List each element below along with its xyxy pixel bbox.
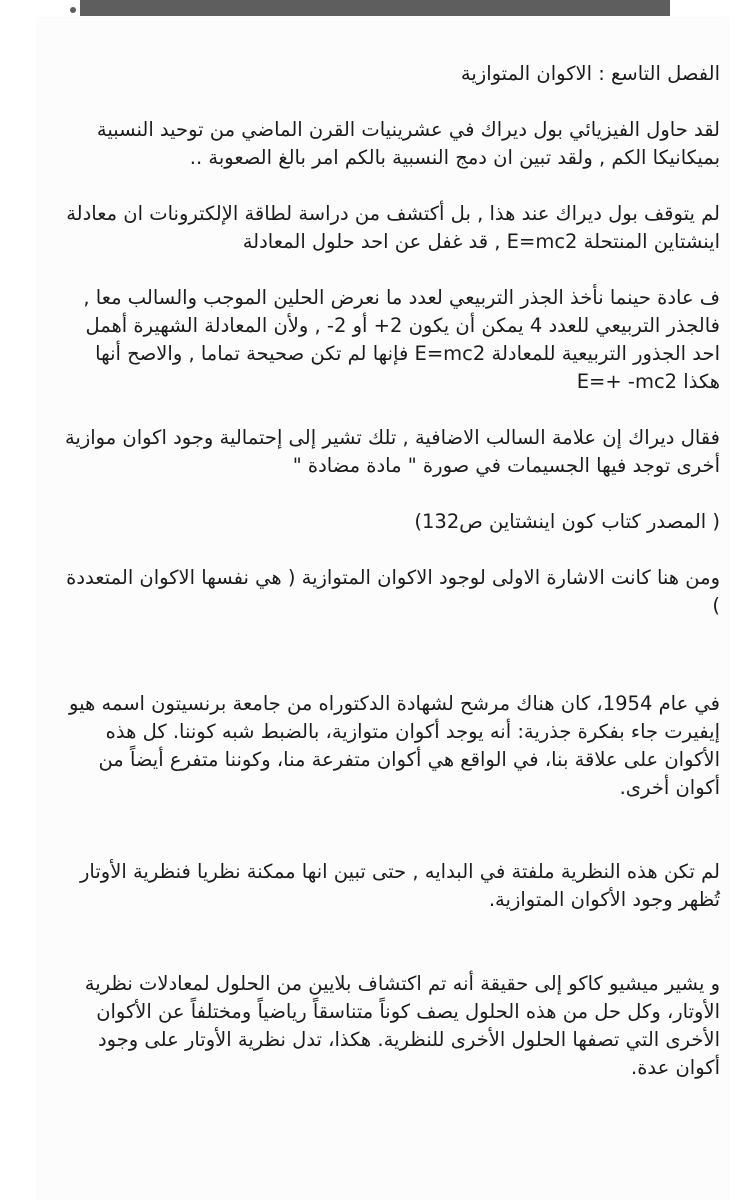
paragraph-source: ( المصدر كتاب كون اينشتاين ص132): [414, 510, 720, 533]
top-bar-left-dot: [70, 7, 76, 13]
paragraph-string-theory: لم تكن هذه النظرية ملفتة في البدايه , حتى تبين انها ممكنة نظريا فنظرية الأوتار تُظهر وجود الأكوان المتوازية.: [80, 860, 720, 911]
paragraph-antimatter: فقال ديراك إن علامة السالب الاضافية , تلك تشير إلى إحتمالية وجود اكوان موازية أخرى توجد فيها الجسيمات في صورة " مادة مضادة ": [64, 426, 720, 477]
document-content: [64, 60, 720, 1082]
paragraph-first-hint: ومن هنا كانت الاشارة الاولى لوجود الاكوان المتوازية ( هي نفسها الاكوان المتعددة ): [66, 566, 720, 617]
top-bar-strip: [80, 0, 670, 16]
paragraph-dirac-electrons: لم يتوقف بول ديراك عند هذا , بل أكتشف من دراسة لطاقة الإلكترونات ان معادلة اينشتاين المنتحلة E=mc2 , قد غفل عن احد حلول المعادلة: [66, 202, 720, 253]
paragraph-square-root: ف عادة حينما نأخذ الجذر التربيعي لعدد ما نعرض الحلين الموجب والسالب معا , فالجذر التربيعي للعدد 4 يمكن أن يكون 2+ أو 2- , ولأن المعادلة الشهيرة أهمل احد الجذور التربيعية للمعادلة E=mc2 فإنها لم تكن صحيحة تماما , والاصح أنها هكذا E=+ -mc2: [83, 286, 720, 393]
paragraph-everett: في عام 1954، كان هناك مرشح لشهادة الدكتوراه من جامعة برنسيتون اسمه هيو إيفيرت جاء بفكرة جذرية: أنه يوجد أكوان متوازية، بالضبط شبه كوننا. كل هذه الأكوان على علاقة بنا، في الواقع هي أكوان متفرعة منا، وكوننا متفرع أيضاً من أكوان أخرى.: [69, 692, 720, 799]
paragraph-dirac-unification: لقد حاول الفيزيائي بول ديراك في عشرينيات القرن الماضي من توحيد النسبية بميكانيكا الكم , ولقد تبين ان دمج النسبية بالكم امر بالغ الصعوبة ..: [96, 118, 720, 169]
top-bar: [0, 0, 743, 18]
paragraph-kaku: و يشير ميشيو كاكو إلى حقيقة أنه تم اكتشاف بلايين من الحلول لمعادلات نظرية الأوتار، وكل حل من هذه الحلول يصف كوناً متناسقاً رياضياً ومختلفاً عن الأكوان الأخرى التي تصفها الحلول الأخرى للنظرية. هكذا، تدل نظرية الأوتار على وجود أكوان عدة.: [84, 972, 720, 1079]
chapter-title: الفصل التاسع : الاكوان المتوازية: [460, 62, 720, 85]
top-bar-right-dot: [660, 7, 666, 13]
